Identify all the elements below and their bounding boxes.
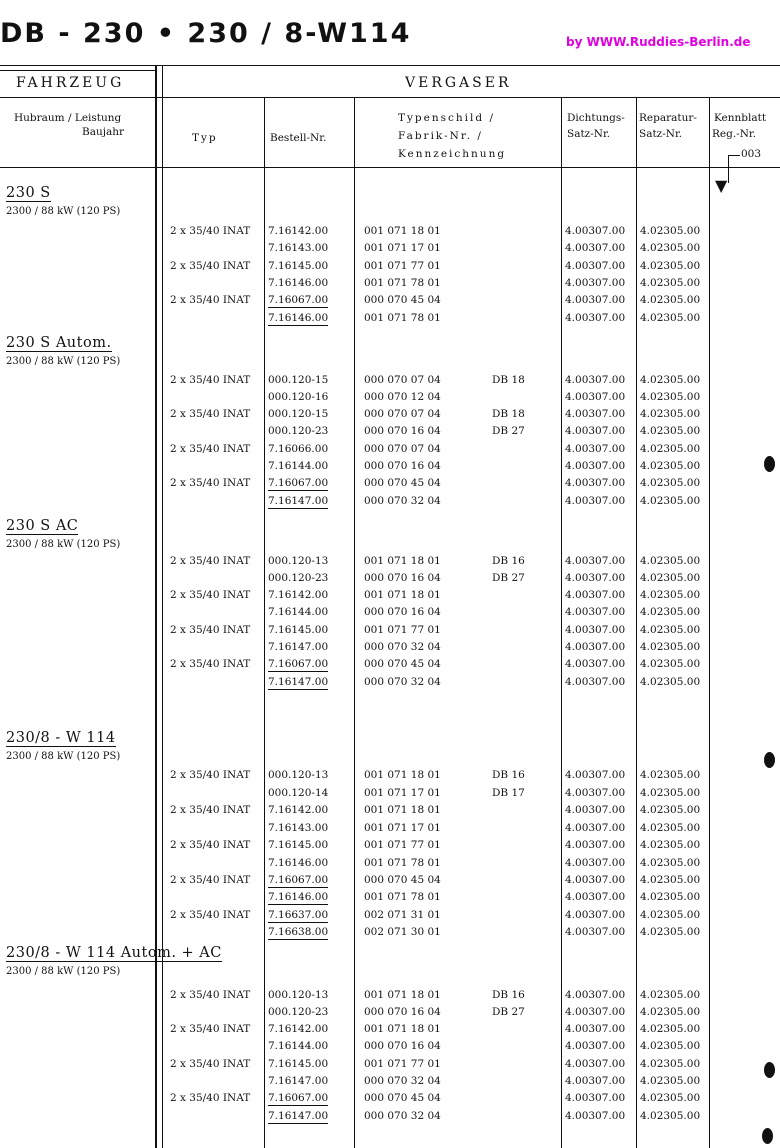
bestell-nr-cell: 7.16637.00 <box>268 909 329 921</box>
fabrik-nr-cell: 000 070 32 04 <box>364 495 441 507</box>
bestell-nr-cell: 7.16142.00 <box>268 1023 329 1035</box>
bestell-nr-cell: 7.16145.00 <box>268 624 329 636</box>
dichtungssatz-cell: 4.00307.00 <box>565 589 626 601</box>
reparatursatz-cell: 4.02305.00 <box>640 495 701 507</box>
dichtungssatz-cell: 4.00307.00 <box>565 1006 626 1018</box>
reparatursatz-cell: 4.02305.00 <box>640 926 701 938</box>
fabrik-nr-cell: 001 071 17 01 <box>364 822 441 834</box>
dichtungssatz-cell: 4.00307.00 <box>565 477 626 489</box>
fabrik-nr-cell: 001 071 78 01 <box>364 277 441 289</box>
typ-cell: 2 x 35/40 INAT <box>170 260 251 272</box>
header-typ: Typ <box>192 132 218 144</box>
col-divider-fahrzeug <box>155 65 157 1148</box>
bestell-nr-cell: 7.16147.00 <box>268 495 329 507</box>
fabrik-nr-cell: 001 071 18 01 <box>364 555 441 567</box>
bestell-nr-cell: 7.16142.00 <box>268 225 329 237</box>
bestell-nr-cell: 7.16146.00 <box>268 857 329 869</box>
kennzeichnung-cell: DB 18 <box>492 374 525 386</box>
bestell-nr-cell: 000.120-23 <box>268 1006 329 1018</box>
dichtungssatz-cell: 4.00307.00 <box>565 460 626 472</box>
section-subtitle: 2300 / 88 kW (120 PS) <box>6 206 121 217</box>
fabrik-nr-cell: 001 071 18 01 <box>364 589 441 601</box>
reparatursatz-cell: 4.02305.00 <box>640 787 701 799</box>
dichtungssatz-cell: 4.00307.00 <box>565 874 626 886</box>
fabrik-nr-cell: 001 071 18 01 <box>364 804 441 816</box>
reparatursatz-cell: 4.02305.00 <box>640 857 701 869</box>
col-divider-typ <box>264 97 265 1148</box>
header-kennblatt-ref: 003 <box>741 148 762 160</box>
typ-cell: 2 x 35/40 INAT <box>170 839 251 851</box>
header-reparatur-2: Satz-Nr. <box>639 128 683 140</box>
typ-cell: 2 x 35/40 INAT <box>170 1092 251 1104</box>
bestell-nr-cell: 7.16144.00 <box>268 1040 329 1052</box>
dichtungssatz-cell: 4.00307.00 <box>565 408 626 420</box>
header-typenschild-1: Typenschild / <box>398 112 495 124</box>
reparatursatz-cell: 4.02305.00 <box>640 460 701 472</box>
dichtungssatz-cell: 4.00307.00 <box>565 658 626 670</box>
dichtungssatz-cell: 4.00307.00 <box>565 769 626 781</box>
dichtungssatz-cell: 4.00307.00 <box>565 260 626 272</box>
fabrik-nr-cell: 000 070 45 04 <box>364 658 441 670</box>
fabrik-nr-cell: 000 070 32 04 <box>364 641 441 653</box>
kennzeichnung-cell: DB 16 <box>492 555 525 567</box>
typ-cell: 2 x 35/40 INAT <box>170 589 251 601</box>
section-subtitle: 2300 / 88 kW (120 PS) <box>6 966 121 977</box>
bestell-nr-cell: 7.16145.00 <box>268 260 329 272</box>
kennzeichnung-cell: DB 27 <box>492 572 525 584</box>
dichtungssatz-cell: 4.00307.00 <box>565 495 626 507</box>
bestell-nr-cell: 000.120-13 <box>268 989 329 1001</box>
reparatursatz-cell: 4.02305.00 <box>640 769 701 781</box>
reparatursatz-cell: 4.02305.00 <box>640 1023 701 1035</box>
typ-cell: 2 x 35/40 INAT <box>170 443 251 455</box>
header-fahrzeug: FAHRZEUG <box>16 75 125 91</box>
typ-cell: 2 x 35/40 INAT <box>170 658 251 670</box>
dichtungssatz-cell: 4.00307.00 <box>565 277 626 289</box>
col-divider-fahrzeug-inner <box>162 65 163 1148</box>
typ-cell: 2 x 35/40 INAT <box>170 769 251 781</box>
dichtungssatz-cell: 4.00307.00 <box>565 641 626 653</box>
typ-cell: 2 x 35/40 INAT <box>170 555 251 567</box>
header-baujahr: Baujahr <box>82 126 125 138</box>
punch-hole-mark <box>764 456 775 472</box>
fabrik-nr-cell: 001 071 18 01 <box>364 769 441 781</box>
fahrzeug-box-rule <box>0 70 156 71</box>
reparatursatz-cell: 4.02305.00 <box>640 874 701 886</box>
reparatursatz-cell: 4.02305.00 <box>640 242 701 254</box>
fabrik-nr-cell: 000 070 16 04 <box>364 572 441 584</box>
bestell-nr-cell: 7.16142.00 <box>268 804 329 816</box>
bestell-nr-cell: 000.120-16 <box>268 391 329 403</box>
section-title: 230 S Autom. <box>6 335 112 351</box>
reparatursatz-cell: 4.02305.00 <box>640 676 701 688</box>
dichtungssatz-cell: 4.00307.00 <box>565 676 626 688</box>
bestell-nr-cell: 000.120-23 <box>268 425 329 437</box>
dichtungssatz-cell: 4.00307.00 <box>565 624 626 636</box>
bestell-nr-cell: 7.16066.00 <box>268 443 329 455</box>
dichtungssatz-cell: 4.00307.00 <box>565 909 626 921</box>
bestell-nr-cell: 7.16067.00 <box>268 874 329 886</box>
typ-cell: 2 x 35/40 INAT <box>170 1058 251 1070</box>
bestell-nr-cell: 7.16146.00 <box>268 277 329 289</box>
fabrik-nr-cell: 000 070 45 04 <box>364 294 441 306</box>
header-dichtung-1: Dichtungs- <box>567 112 625 124</box>
dichtungssatz-cell: 4.00307.00 <box>565 374 626 386</box>
typ-cell: 2 x 35/40 INAT <box>170 624 251 636</box>
reparatursatz-cell: 4.02305.00 <box>640 277 701 289</box>
reparatursatz-cell: 4.02305.00 <box>640 1040 701 1052</box>
fabrik-nr-cell: 001 071 78 01 <box>364 312 441 324</box>
fabrik-nr-cell: 001 071 17 01 <box>364 242 441 254</box>
bestell-nr-cell: 7.16147.00 <box>268 641 329 653</box>
dichtungssatz-cell: 4.00307.00 <box>565 1110 626 1122</box>
reparatursatz-cell: 4.02305.00 <box>640 1006 701 1018</box>
dichtungssatz-cell: 4.00307.00 <box>565 1075 626 1087</box>
reparatursatz-cell: 4.02305.00 <box>640 1058 701 1070</box>
reparatursatz-cell: 4.02305.00 <box>640 555 701 567</box>
col-divider-reparatur <box>709 97 710 1148</box>
header-typenschild-3: Kennzeichnung <box>398 148 507 160</box>
col-divider-typenschild <box>561 97 562 1148</box>
reparatursatz-cell: 4.02305.00 <box>640 1075 701 1087</box>
reparatursatz-cell: 4.02305.00 <box>640 1092 701 1104</box>
kennblatt-ref-rule <box>728 155 740 156</box>
typ-cell: 2 x 35/40 INAT <box>170 989 251 1001</box>
bestell-nr-cell: 7.16146.00 <box>268 891 329 903</box>
header-bestell: Bestell-Nr. <box>270 132 327 144</box>
fabrik-nr-cell: 001 071 78 01 <box>364 891 441 903</box>
fabrik-nr-cell: 001 071 77 01 <box>364 839 441 851</box>
reparatursatz-cell: 4.02305.00 <box>640 891 701 903</box>
dichtungssatz-cell: 4.00307.00 <box>565 606 626 618</box>
dichtungssatz-cell: 4.00307.00 <box>565 857 626 869</box>
bestell-nr-cell: 7.16146.00 <box>268 312 329 324</box>
reparatursatz-cell: 4.02305.00 <box>640 624 701 636</box>
reparatursatz-cell: 4.02305.00 <box>640 989 701 1001</box>
typ-cell: 2 x 35/40 INAT <box>170 804 251 816</box>
reparatursatz-cell: 4.02305.00 <box>640 606 701 618</box>
bestell-nr-cell: 000.120-14 <box>268 787 329 799</box>
bestell-nr-cell: 7.16145.00 <box>268 1058 329 1070</box>
dichtungssatz-cell: 4.00307.00 <box>565 572 626 584</box>
header-dichtung-2: Satz-Nr. <box>567 128 611 140</box>
reparatursatz-cell: 4.02305.00 <box>640 425 701 437</box>
bestell-nr-cell: 7.16067.00 <box>268 294 329 306</box>
reparatursatz-cell: 4.02305.00 <box>640 260 701 272</box>
bestell-nr-cell: 7.16067.00 <box>268 658 329 670</box>
fabrik-nr-cell: 001 071 77 01 <box>364 1058 441 1070</box>
section-title: 230 S <box>6 185 51 201</box>
fabrik-nr-cell: 000 070 45 04 <box>364 477 441 489</box>
fabrik-nr-cell: 000 070 32 04 <box>364 676 441 688</box>
fabrik-nr-cell: 001 071 17 01 <box>364 787 441 799</box>
dichtungssatz-cell: 4.00307.00 <box>565 1092 626 1104</box>
fabrik-nr-cell: 000 070 16 04 <box>364 1040 441 1052</box>
typ-cell: 2 x 35/40 INAT <box>170 294 251 306</box>
kennzeichnung-cell: DB 27 <box>492 425 525 437</box>
kennzeichnung-cell: DB 16 <box>492 769 525 781</box>
dichtungssatz-cell: 4.00307.00 <box>565 425 626 437</box>
header-bottom-rule <box>0 167 780 168</box>
fabrik-nr-cell: 002 071 31 01 <box>364 909 441 921</box>
dichtungssatz-cell: 4.00307.00 <box>565 391 626 403</box>
typ-cell: 2 x 35/40 INAT <box>170 1023 251 1035</box>
dichtungssatz-cell: 4.00307.00 <box>565 294 626 306</box>
header-vergaser: VERGASER <box>405 75 512 91</box>
credit-link[interactable]: by WWW.Ruddies-Berlin.de <box>566 35 751 49</box>
fabrik-nr-cell: 001 071 18 01 <box>364 225 441 237</box>
dichtungssatz-cell: 4.00307.00 <box>565 822 626 834</box>
bestell-nr-cell: 7.16144.00 <box>268 606 329 618</box>
punch-hole-mark <box>762 1128 773 1144</box>
reparatursatz-cell: 4.02305.00 <box>640 839 701 851</box>
dichtungssatz-cell: 4.00307.00 <box>565 1058 626 1070</box>
kennzeichnung-cell: DB 17 <box>492 787 525 799</box>
reparatursatz-cell: 4.02305.00 <box>640 589 701 601</box>
bestell-nr-cell: 7.16143.00 <box>268 822 329 834</box>
page-title: DB - 230 • 230 / 8-W114 <box>0 18 412 49</box>
reparatursatz-cell: 4.02305.00 <box>640 909 701 921</box>
fabrik-nr-cell: 001 071 18 01 <box>364 1023 441 1035</box>
bestell-nr-cell: 7.16144.00 <box>268 460 329 472</box>
fabrik-nr-cell: 000 070 16 04 <box>364 425 441 437</box>
reparatursatz-cell: 4.02305.00 <box>640 312 701 324</box>
reparatursatz-cell: 4.02305.00 <box>640 408 701 420</box>
section-title: 230 S AC <box>6 518 79 534</box>
bestell-nr-cell: 000.120-13 <box>268 555 329 567</box>
fabrik-nr-cell: 000 070 32 04 <box>364 1110 441 1122</box>
bestell-nr-cell: 7.16147.00 <box>268 1110 329 1122</box>
fabrik-nr-cell: 000 070 45 04 <box>364 874 441 886</box>
header-kennblatt-1: Kennblatt <box>714 112 767 124</box>
reparatursatz-cell: 4.02305.00 <box>640 477 701 489</box>
bestell-nr-cell: 7.16147.00 <box>268 1075 329 1087</box>
dichtungssatz-cell: 4.00307.00 <box>565 242 626 254</box>
fabrik-nr-cell: 000 070 32 04 <box>364 1075 441 1087</box>
bestell-nr-cell: 7.16143.00 <box>268 242 329 254</box>
fabrik-nr-cell: 001 071 77 01 <box>364 624 441 636</box>
reparatursatz-cell: 4.02305.00 <box>640 822 701 834</box>
bestell-nr-cell: 000.120-15 <box>268 374 329 386</box>
col-divider-bestell <box>354 97 355 1148</box>
bestell-nr-cell: 7.16145.00 <box>268 839 329 851</box>
typ-cell: 2 x 35/40 INAT <box>170 477 251 489</box>
fabrik-nr-cell: 000 070 07 04 <box>364 443 441 455</box>
dichtungssatz-cell: 4.00307.00 <box>565 891 626 903</box>
arrow-down-icon: ▼ <box>715 176 728 195</box>
punch-hole-mark <box>764 1062 775 1078</box>
reparatursatz-cell: 4.02305.00 <box>640 374 701 386</box>
dichtungssatz-cell: 4.00307.00 <box>565 804 626 816</box>
reparatursatz-cell: 4.02305.00 <box>640 641 701 653</box>
dichtungssatz-cell: 4.00307.00 <box>565 555 626 567</box>
reparatursatz-cell: 4.02305.00 <box>640 391 701 403</box>
header-mid-rule <box>0 97 780 98</box>
reparatursatz-cell: 4.02305.00 <box>640 572 701 584</box>
section-subtitle: 2300 / 88 kW (120 PS) <box>6 539 121 550</box>
typ-cell: 2 x 35/40 INAT <box>170 874 251 886</box>
fabrik-nr-cell: 001 071 77 01 <box>364 260 441 272</box>
reparatursatz-cell: 4.02305.00 <box>640 804 701 816</box>
header-hubraum: Hubraum / Leistung <box>14 112 122 124</box>
fabrik-nr-cell: 000 070 16 04 <box>364 460 441 472</box>
header-kennblatt-2: Reg.-Nr. <box>712 128 757 140</box>
dichtungssatz-cell: 4.00307.00 <box>565 443 626 455</box>
dichtungssatz-cell: 4.00307.00 <box>565 787 626 799</box>
col-divider-dichtung <box>636 97 637 1148</box>
dichtungssatz-cell: 4.00307.00 <box>565 926 626 938</box>
section-subtitle: 2300 / 88 kW (120 PS) <box>6 751 121 762</box>
dichtungssatz-cell: 4.00307.00 <box>565 989 626 1001</box>
fabrik-nr-cell: 000 070 16 04 <box>364 606 441 618</box>
kennzeichnung-cell: DB 16 <box>492 989 525 1001</box>
dichtungssatz-cell: 4.00307.00 <box>565 839 626 851</box>
fabrik-nr-cell: 000 070 07 04 <box>364 408 441 420</box>
section-title: 230/8 - W 114 <box>6 730 116 746</box>
kennzeichnung-cell: DB 18 <box>492 408 525 420</box>
header-typenschild-2: Fabrik-Nr. / <box>398 130 483 142</box>
bestell-nr-cell: 7.16638.00 <box>268 926 329 938</box>
typ-cell: 2 x 35/40 INAT <box>170 909 251 921</box>
dichtungssatz-cell: 4.00307.00 <box>565 1023 626 1035</box>
dichtungssatz-cell: 4.00307.00 <box>565 225 626 237</box>
bestell-nr-cell: 7.16142.00 <box>268 589 329 601</box>
section-subtitle: 2300 / 88 kW (120 PS) <box>6 356 121 367</box>
bestell-nr-cell: 7.16147.00 <box>268 676 329 688</box>
bestell-nr-cell: 000.120-23 <box>268 572 329 584</box>
fabrik-nr-cell: 001 071 78 01 <box>364 857 441 869</box>
punch-hole-mark <box>764 752 775 768</box>
kennblatt-ref-stem <box>728 155 729 183</box>
bestell-nr-cell: 7.16067.00 <box>268 1092 329 1104</box>
fabrik-nr-cell: 000 070 16 04 <box>364 1006 441 1018</box>
reparatursatz-cell: 4.02305.00 <box>640 443 701 455</box>
fabrik-nr-cell: 000 070 12 04 <box>364 391 441 403</box>
typ-cell: 2 x 35/40 INAT <box>170 408 251 420</box>
bestell-nr-cell: 000.120-15 <box>268 408 329 420</box>
section-title: 230/8 - W 114 Autom. + AC <box>6 945 222 961</box>
header-reparatur-1: Reparatur- <box>639 112 697 124</box>
reparatursatz-cell: 4.02305.00 <box>640 658 701 670</box>
fabrik-nr-cell: 002 071 30 01 <box>364 926 441 938</box>
bestell-nr-cell: 000.120-13 <box>268 769 329 781</box>
typ-cell: 2 x 35/40 INAT <box>170 225 251 237</box>
dichtungssatz-cell: 4.00307.00 <box>565 1040 626 1052</box>
bestell-nr-cell: 7.16067.00 <box>268 477 329 489</box>
reparatursatz-cell: 4.02305.00 <box>640 294 701 306</box>
table-top-rule <box>0 65 780 66</box>
reparatursatz-cell: 4.02305.00 <box>640 225 701 237</box>
reparatursatz-cell: 4.02305.00 <box>640 1110 701 1122</box>
typ-cell: 2 x 35/40 INAT <box>170 374 251 386</box>
fabrik-nr-cell: 000 070 07 04 <box>364 374 441 386</box>
dichtungssatz-cell: 4.00307.00 <box>565 312 626 324</box>
fabrik-nr-cell: 001 071 18 01 <box>364 989 441 1001</box>
kennzeichnung-cell: DB 27 <box>492 1006 525 1018</box>
fabrik-nr-cell: 000 070 45 04 <box>364 1092 441 1104</box>
